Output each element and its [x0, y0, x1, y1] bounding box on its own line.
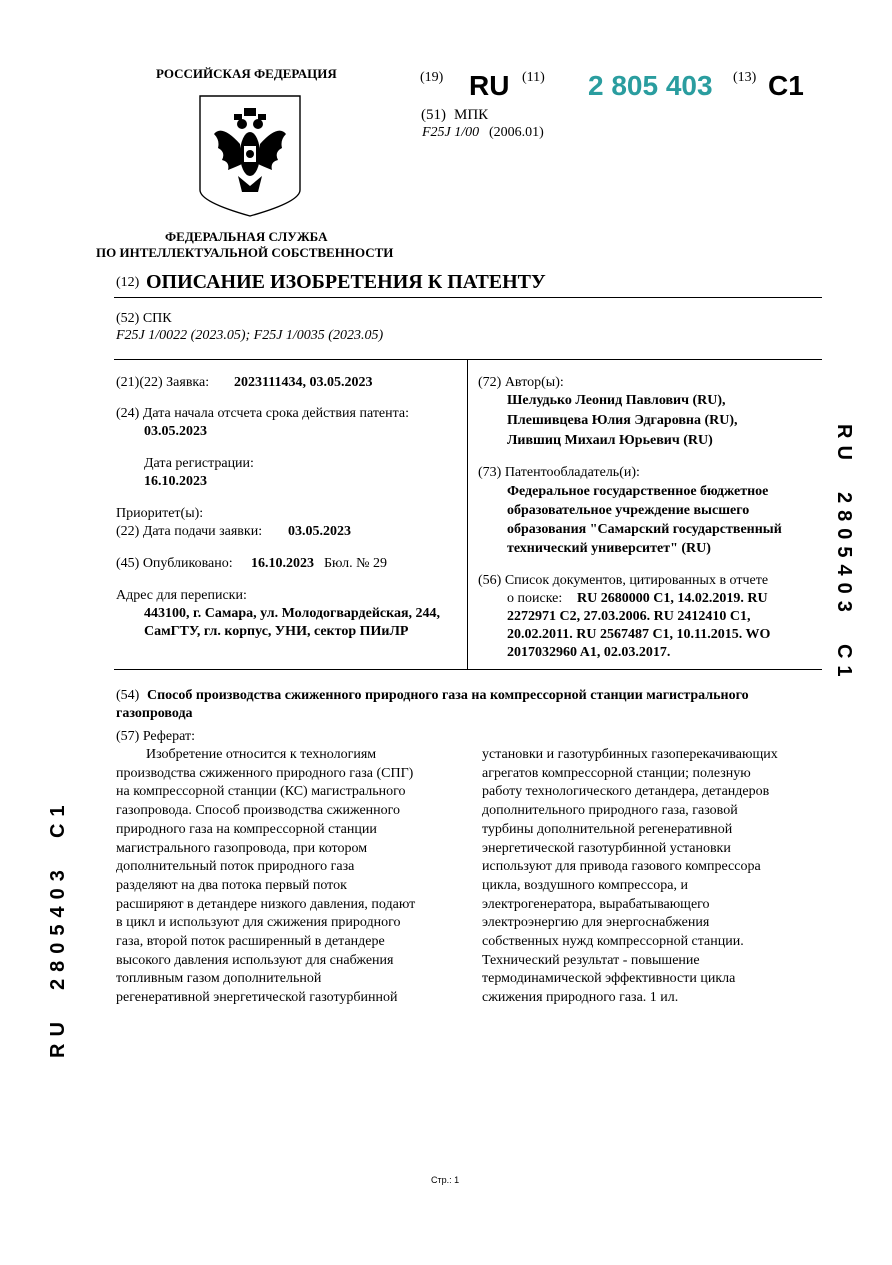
- abstract-line: используют для привода газового компрессора: [482, 859, 761, 875]
- abstract-line: энергетической газотурбинной установки: [482, 840, 731, 856]
- abstract-right-column: [482, 746, 809, 1008]
- abstract-line: собственных нужд компрессорной станции.: [482, 934, 744, 950]
- title-line1: Способ производства сжиженного природного газа на компрессорной станции магистрального: [147, 688, 749, 703]
- title-line2: газопровода: [116, 706, 193, 721]
- citation-line2: 2272971 C2, 27.03.2006. RU 2412410 C1,: [507, 609, 751, 624]
- address-line1: 443100, г. Самара, ул. Молодогвардейская, 244,: [144, 606, 441, 621]
- abstract-line: расширяют в детандере низкого давления, подают: [116, 896, 416, 912]
- owner-line4: технический университет" (RU): [507, 541, 711, 556]
- spk-label: (52) СПК: [116, 311, 172, 326]
- abstract-line: в цикл и используют для сжижения природного: [116, 915, 401, 931]
- filing-label: (22) Дата подачи заявки:: [116, 524, 263, 539]
- abstract-line: высокого давления используют для снабжения: [116, 952, 394, 968]
- abstract-left-column: [116, 746, 440, 1008]
- abstract-line: дополнительного природного газа, газовой: [482, 803, 738, 819]
- patent-number: 2 805 403: [588, 70, 713, 101]
- owner-label: (73) Патентообладатель(и):: [478, 465, 640, 480]
- address-label: Адрес для переписки:: [116, 588, 247, 603]
- owner-line2: образовательное учреждение высшего: [507, 503, 750, 518]
- code-13: (13): [733, 70, 757, 85]
- abstract-line: электроэнергию для энергоснабжения: [482, 915, 710, 931]
- rule-under-title: [114, 297, 822, 298]
- application-value: 2023111434, 03.05.2023: [234, 375, 373, 390]
- doc-type-code: (12): [116, 275, 140, 290]
- abstract-line: природного газа на компрессорной станции: [116, 821, 377, 837]
- abstract-line: турбины дополнительной регенеративной: [482, 821, 733, 837]
- abstract-line: разделяют на два потока первый поток: [116, 877, 347, 893]
- page-number: Стр.: 1: [431, 1175, 460, 1185]
- abstract-line: на компрессорной станции (КС) магистрального: [116, 784, 406, 800]
- citation-line3: 20.02.2011. RU 2567487 C1, 10.11.2015. WO: [507, 627, 771, 642]
- abstract-line: топливным газом дополнительной: [116, 971, 322, 987]
- code-19: (19): [420, 70, 444, 85]
- abstract-line: сжижения природного газа. 1 ил.: [482, 990, 679, 1006]
- priority-label: Приоритет(ы):: [116, 506, 204, 521]
- published-value: 16.10.2023: [251, 556, 314, 571]
- abstract-line: работу технологического детандера, детандеров: [482, 784, 770, 800]
- citations-label: (56) Список документов, цитированных в отчете: [478, 573, 769, 588]
- citation-line4: 2017032960 A1, 02.03.2017.: [507, 645, 671, 660]
- margin-id-left: RU 2805403 C1: [47, 798, 69, 1058]
- title-code: (54): [116, 688, 140, 703]
- registration-label: Дата регистрации:: [144, 456, 254, 471]
- abstract-line: Изобретение относится к технологиям: [146, 747, 377, 762]
- author-1: Шелудько Леонид Павлович (RU),: [507, 393, 726, 408]
- registration-value: 16.10.2023: [144, 474, 207, 489]
- code-11: (11): [522, 70, 545, 85]
- abstract-line: электрогенератора, вырабатывающего: [482, 896, 710, 912]
- mpk-class: F25J 1/00: [422, 125, 480, 140]
- spk-value: F25J 1/0022 (2023.05); F25J 1/0035 (2023.05): [116, 328, 384, 343]
- kind-code: C1: [768, 70, 804, 101]
- abstract-line: Технический результат - повышение: [482, 952, 700, 968]
- emblem-icon: [198, 94, 302, 218]
- application-label: (21)(22) Заявка:: [116, 375, 210, 390]
- margin-id-right: RU 2805403 C1: [833, 424, 855, 684]
- country-code: RU: [469, 70, 510, 101]
- abstract-line: агрегатов компрессорной станции; полезную: [482, 765, 751, 781]
- abstract-line: установки и газотурбинных газоперекачивающих: [482, 747, 778, 762]
- rule-under-biblio: [114, 669, 822, 670]
- doc-type-title: ОПИСАНИЕ ИЗОБРЕТЕНИЯ К ПАТЕНТУ: [146, 271, 546, 293]
- authors-label: (72) Автор(ы):: [478, 375, 564, 390]
- column-divider: [467, 360, 468, 669]
- owner-line1: Федеральное государственное бюджетное: [507, 484, 769, 499]
- code-51: (51): [421, 107, 446, 123]
- rule-under-spk: [114, 359, 822, 360]
- agency-name-line2: ПО ИНТЕЛЛЕКТУАЛЬНОЙ СОБСТВЕННОСТИ: [96, 245, 394, 260]
- mpk-date: (2006.01): [489, 125, 544, 140]
- owner-line3: образования "Самарский государственный: [507, 522, 782, 537]
- abstract-line: газа, второй поток расширенный в детандере: [116, 934, 385, 950]
- abstract-line: цикла, воздушного компрессора, и: [482, 877, 688, 893]
- abstract-line: магистрального газопровода, при котором: [116, 840, 368, 856]
- author-2: Плешивцева Юлия Эдгаровна (RU),: [507, 413, 738, 428]
- abstract-line: термодинамической эффективности цикла: [482, 971, 736, 987]
- author-3: Лившиц Михаил Юрьевич (RU): [507, 433, 713, 448]
- filing-value: 03.05.2023: [288, 524, 351, 539]
- abstract-line: производства сжиженного природного газа (СПГ): [116, 765, 414, 781]
- citations-prefix: о поиске:: [507, 591, 563, 606]
- term-start-value: 03.05.2023: [144, 424, 207, 439]
- citation-line1: RU 2680000 C1, 14.02.2019. RU: [577, 591, 768, 606]
- abstract-line: регенеративной энергетической газотурбинной: [116, 990, 398, 1006]
- bulletin-text: Бюл. № 29: [324, 556, 387, 571]
- abstract-line: газопровода. Способ производства сжиженного: [116, 803, 401, 819]
- bulletin: [324, 555, 387, 572]
- mpk-label: МПК: [454, 107, 489, 123]
- abstract-label: (57) Реферат:: [116, 729, 195, 744]
- country-name: РОССИЙСКАЯ ФЕДЕРАЦИЯ: [156, 66, 337, 81]
- address-line2: СамГТУ, гл. корпус, УНИ, сектор ПИиЛР: [144, 624, 409, 639]
- term-start-label: (24) Дата начала отсчета срока действия патента:: [116, 406, 410, 421]
- published-label: (45) Опубликовано:: [116, 556, 233, 571]
- abstract-line: дополнительный поток природного газа: [116, 859, 355, 875]
- agency-name-line1: ФЕДЕРАЛЬНАЯ СЛУЖБА: [165, 229, 328, 244]
